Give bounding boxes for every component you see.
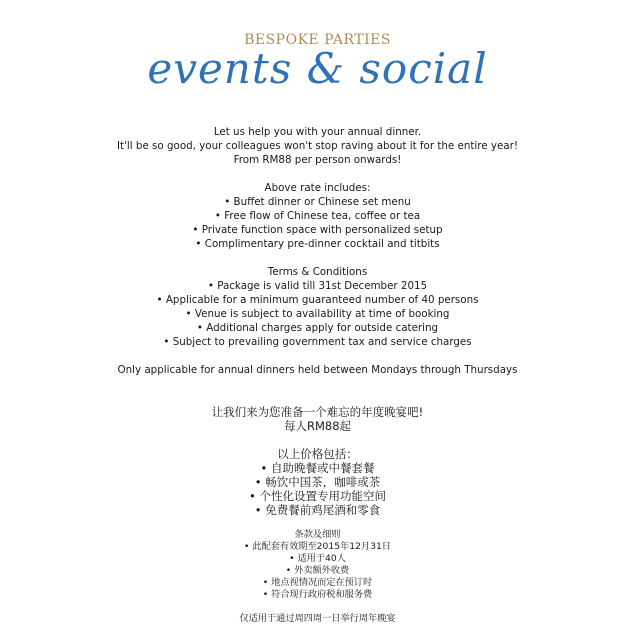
zh-terms-heading: 条款及细则 (294, 529, 341, 540)
zh-terms-item: • 符合现行政府税和服务费 (262, 589, 373, 600)
intro-line: Let us help you with your annual dinner. (213, 126, 422, 138)
zh-terms-item: • 外卖额外收费 (285, 565, 350, 576)
includes-item: • Private function space with personalized setup (192, 224, 443, 236)
terms-item: • Package is valid till 31st December 2015 (207, 280, 428, 292)
promo-body (0, 125, 635, 625)
zh-includes-heading: 以上价格包括： (277, 447, 358, 461)
zh-availability-note: 仅适用于通过周四周一日举行周年晚宴 (239, 613, 396, 624)
intro-price-line: From RM88 per person onwards! (233, 154, 402, 166)
zh-terms-item: • 适用于40人 (289, 553, 346, 564)
zh-includes-item: • 免费餐前鸡尾酒和零食 (254, 503, 381, 517)
intro-line: It'll be so good, your colleagues won't stop raving about it for the entire year! (117, 140, 518, 152)
zh-intro-line: 让我们来为您准备一个难忘的年度晚宴吧! (211, 405, 424, 419)
terms-item: • Additional charges apply for outside catering (196, 322, 439, 334)
zh-intro-price-line: 每人RM88起 (283, 419, 352, 433)
includes-heading: Above rate includes: (264, 182, 371, 194)
zh-terms-item: • 地点视情况而定在预订时 (262, 577, 373, 588)
terms-item: • Subject to prevailing government tax and service charges (163, 336, 472, 348)
zh-includes-item: • 畅饮中国茶，咖啡或茶 (254, 475, 381, 489)
zh-includes-item: • 个性化设置专用功能空间 (249, 489, 386, 503)
section-kicker: BESPOKE PARTIES (244, 32, 391, 48)
availability-note: Only applicable for annual dinners held between Mondays through Thursdays (117, 364, 518, 376)
includes-item: • Complimentary pre-dinner cocktail and titbits (195, 238, 440, 250)
includes-item: • Buffet dinner or Chinese set menu (224, 196, 411, 208)
page-title: events & social (147, 44, 488, 93)
terms-item: • Venue is subject to availability at time of booking (185, 308, 450, 320)
terms-heading: Terms & Conditions (267, 266, 368, 278)
terms-item: • Applicable for a minimum guaranteed number of 40 persons (156, 294, 479, 306)
includes-item: • Free flow of Chinese tea, coffee or tea (214, 210, 421, 222)
zh-includes-item: • 自助晚餐或中餐套餐 (260, 461, 375, 475)
zh-terms-item: • 此配套有效期至2015年12月31日 (244, 541, 391, 552)
